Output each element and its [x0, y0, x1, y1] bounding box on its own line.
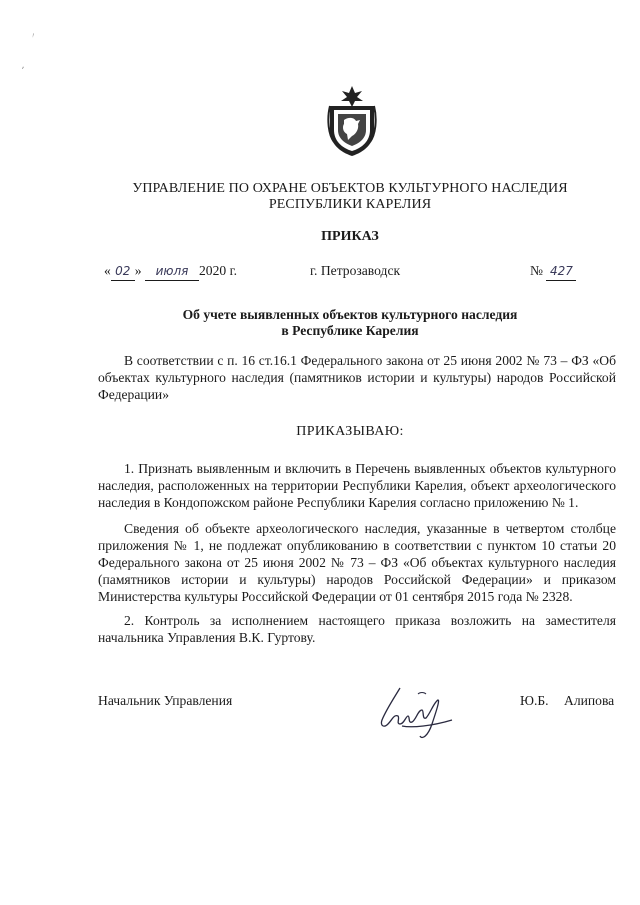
signatory-surname: Алипова: [564, 693, 615, 708]
quote-close: »: [134, 263, 142, 278]
order-number: [530, 262, 576, 281]
agency-name-line2: РЕСПУБЛИКИ КАРЕЛИЯ: [268, 197, 432, 212]
year-value: 2020 г.: [199, 263, 238, 278]
date-line: [104, 262, 237, 281]
subject-line2: в Республике Карелия: [281, 323, 419, 338]
preamble-paragraph: В соответствии с п. 16 ст.16.1 Федерального закона от 25 июня 2002 № 73 – ФЗ «Об объектах культурного наследия (памятников истории и культуры) народов Российской Федерации»: [98, 353, 616, 402]
quote-open: «: [104, 263, 111, 278]
number-label: №: [530, 263, 543, 278]
handwritten-signature: [372, 680, 462, 740]
city: г. Петрозаводск: [310, 263, 401, 278]
signatory-position: Начальник Управления: [98, 693, 233, 708]
order-item-1: 1. Признать выявленным и включить в Перечень выявленных объектов культурного наследия, расположенных на территории Республики Карелия, объект археологического наследия в Кондопожском районе Республики Карелия согласно приложению № 1.: [98, 461, 616, 510]
margin-mark-2: ,: [22, 61, 25, 71]
margin-mark-1: ꜝ: [32, 33, 35, 43]
subject-line1: Об учете выявленных объектов культурного наследия: [182, 307, 518, 322]
month-value: июля: [145, 263, 199, 281]
agency-name-line1: УПРАВЛЕНИЕ ПО ОХРАНЕ ОБЪЕКТОВ КУЛЬТУРНОГО НАСЛЕДИЯ: [132, 181, 568, 196]
karelia-coat-of-arms-icon: [326, 84, 378, 158]
number-value: 427: [546, 263, 576, 281]
day-value: 02: [111, 263, 135, 281]
order-item-2: 2. Контроль за исполнением настоящего приказа возложить на заместителя начальника Управления В.К. Гуртову.: [98, 613, 616, 645]
decree-word: ПРИКАЗЫВАЮ:: [296, 424, 404, 439]
document-type: ПРИКАЗ: [321, 229, 379, 244]
signatory-initials: Ю.Б.: [520, 693, 549, 708]
order-item-1-note: Сведения об объекте археологического наследия, указанные в четвертом столбце приложения № 1, не подлежат опубликованию в соответствии с пунктом 10 статьи 20 Федерального закона от 25 июня 2002 № 73 – ФЗ «Об объектах культурного наследия (памятников истории и культуры) народов Российской Федерации» и приказом Министерства культуры Российской Федерации от 01 сентября 2015 года № 2328.: [98, 521, 616, 604]
